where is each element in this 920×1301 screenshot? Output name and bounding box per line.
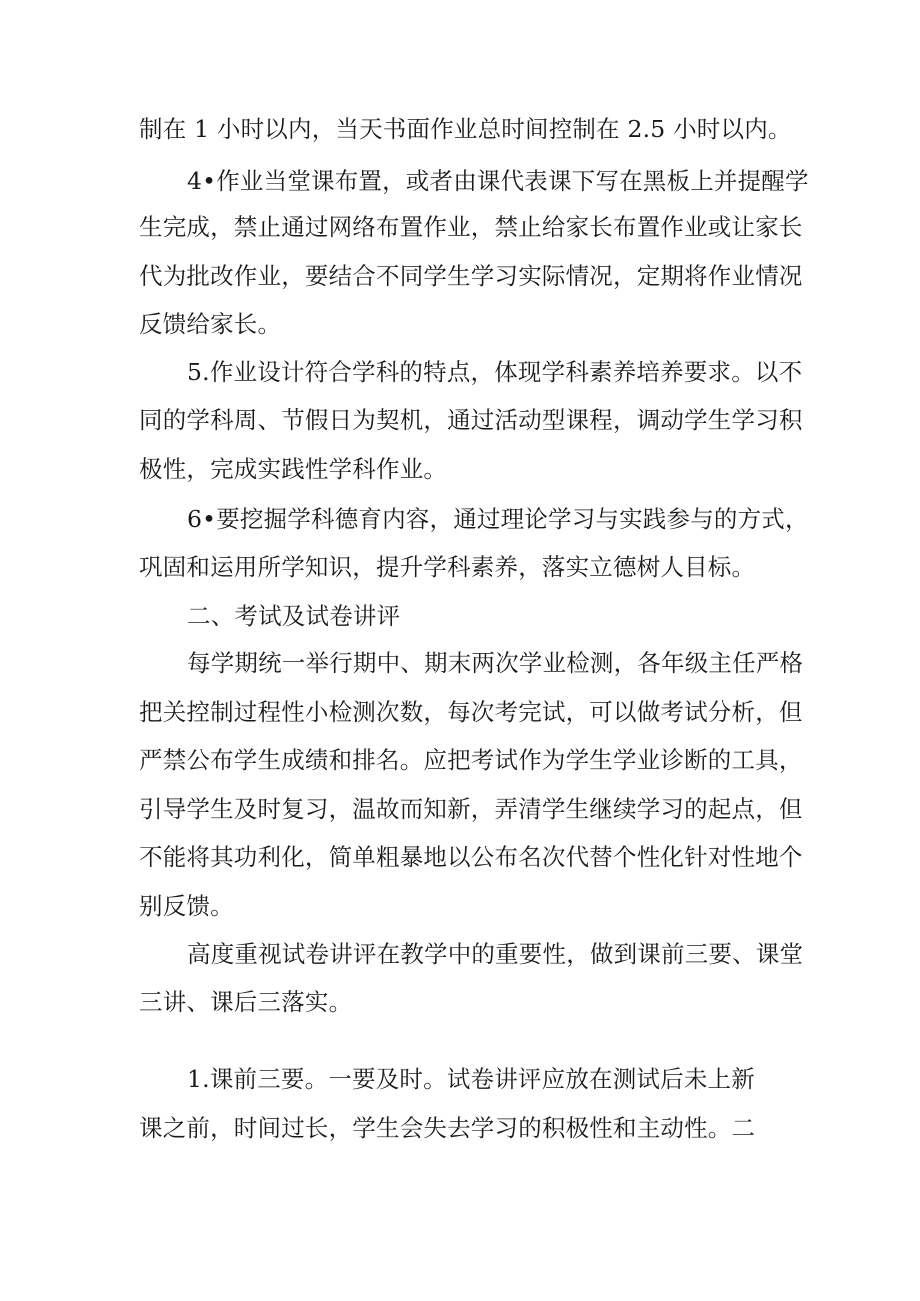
text-line: 引导学生及时复习，温故而知新，弄清学生继续学习的起点，但 [139,795,803,823]
section-heading: 二、考试及试卷讲评 [187,602,401,630]
text-line: 1.课前三要。一要及时。试卷讲评应放在测试后未上新 [187,1065,755,1093]
text-line: 三讲、课后三落实。 [139,988,353,1016]
text-line: 制在 1 小时以内，当天书面作业总时间控制在 2.5 小时以内。 [139,115,792,143]
text-line: 严禁公布学生成绩和排名。应把考试作为学生学业诊断的工具， [139,746,803,774]
text-line: 不能将其功利化，简单粗暴地以公布名次代替个性化针对性地个 [139,843,803,871]
text-line: 课之前，时间过长，学生会失去学习的积极性和主动性。二 [139,1114,756,1142]
text-line: 5.作业设计符合学科的特点，体现学科素养培养要求。以不 [187,358,803,386]
text-line: 巩固和运用所学知识，提升学科素养，落实立德树人目标。 [139,553,756,581]
text-line: 把关控制过程性小检测次数，每次考完试，可以做考试分析，但 [139,698,803,726]
text-line: 代为批改作业，要结合不同学生学习实际情况，定期将作业情况 [139,262,803,290]
text-line: 6•要挖掘学科德育内容，通过理论学习与实践参与的方式， [187,505,809,533]
text-line: 高度重视试卷讲评在教学中的重要性，做到课前三要、课堂 [187,940,804,968]
text-line: 4•作业当堂课布置，或者由课代表课下写在黑板上并提醒学 [187,167,809,195]
text-line: 生完成，禁止通过网络布置作业，禁止给家长布置作业或让家长 [139,213,803,241]
text-line: 同的学科周、节假日为契机，通过活动型课程，调动学生学习积 [139,406,803,434]
text-line: 别反馈。 [139,892,234,920]
text-line: 每学期统一举行期中、期末两次学业检测，各年级主任严格 [187,649,804,677]
text-line: 反馈给家长。 [139,310,282,338]
text-line: 极性，完成实践性学科作业。 [139,455,448,483]
